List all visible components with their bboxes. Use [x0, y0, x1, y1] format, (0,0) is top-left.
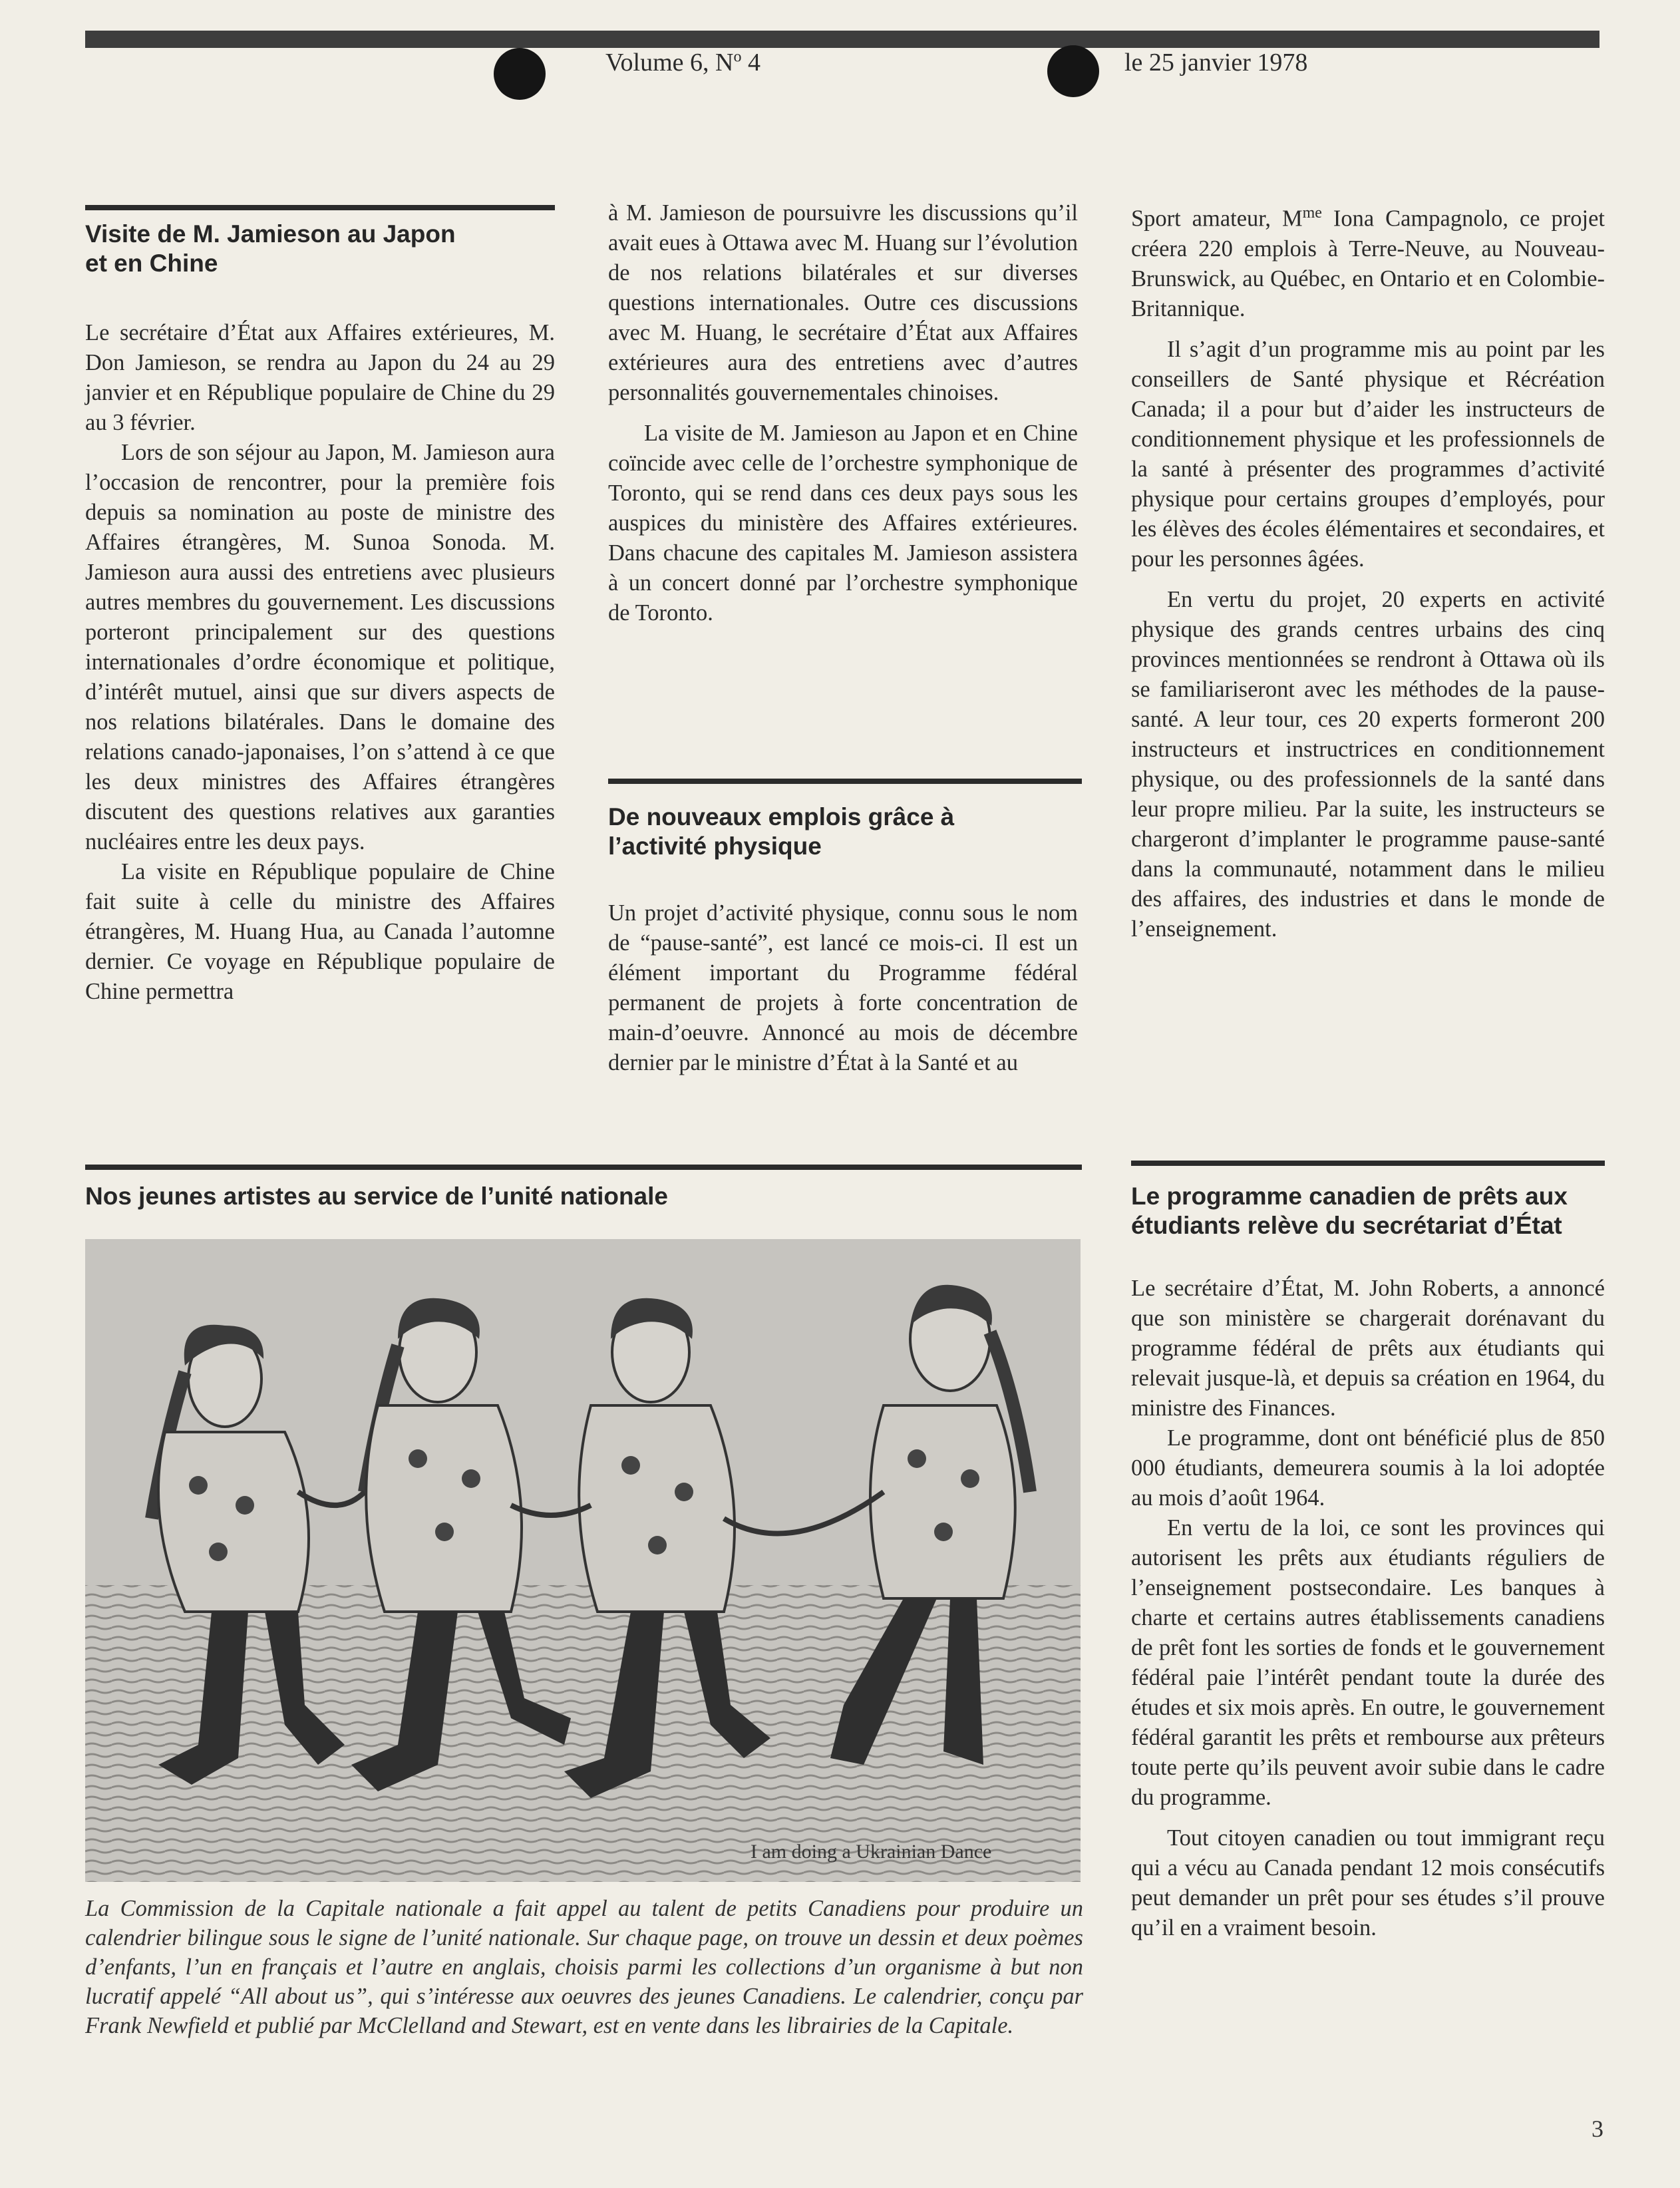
column-1-text: [85, 318, 555, 1007]
paragraph: Un projet d’activité physique, connu sous le nom de “pause-santé”, est lancé ce mois-ci. Il est un élément important du Programme fédéral permanent de projets à forte concentration de main-d’oeuvre. Annoncé au mois de décembre dernier par le ministre d’État à la Santé et au: [608, 900, 1078, 1075]
figure-caption: La Commission de la Capitale nationale a fait appel au talent de petits Canadiens pour produire un calendrier bilingue sous le signe de l’unité nationale. Sur chaque page, on trouve un dessin et deux poèmes d’enfants, l’un en français et l’autre en anglais, choisis parmi les collections d’un organisme à but non lucratif appelé “All about us”, qui s’intéresse aux oeuvres des jeunes Canadiens. Le calendrier, conçu par Frank Newfield et publié par McClelland and Stewart, est en vente dans les librairies de la Capitale.: [85, 1896, 1083, 2038]
column-2-text: [608, 198, 1078, 628]
article-rule: [608, 779, 1082, 784]
column-2-lower-text: [608, 898, 1078, 1078]
paragraph: La visite en République populaire de Chine fait suite à celle du ministre des Affaires étrangères, M. Huang Hua, au Canada l’automne dernier. Ce voyage en République populaire de Chine permettra: [85, 859, 555, 1004]
article-title-jamieson: Visite de M. Jamieson au Japon et en Chine: [85, 220, 456, 277]
paragraph: La visite de M. Jamieson au Japon et en Chine coïncide avec celle de l’orchestre symphonique de Toronto, qui se rend dans ces deux pays sous les auspices du ministère des Affaires extérieures. Dans chacune des capitales M. Jamieson assistera à un concert donné par l’orchestre symphonique de Toronto.: [608, 421, 1078, 626]
masthead-bar: [85, 31, 1599, 48]
article-rule: [1131, 1161, 1605, 1166]
article-title-artistes: Nos jeunes artistes au service de l’unité nationale: [85, 1183, 668, 1210]
paragraph: Le secrétaire d’État, M. John Roberts, a annoncé que son ministère se chargerait dorénavant du programme fédéral de prêts aux étudiants qui relevait jusque-là, et depuis sa création en 1964, du ministre des Finances.: [1131, 1276, 1605, 1421]
childrens-drawing: [85, 1239, 1081, 1882]
drawing-inscription: I am doing a Ukrainian Dance: [751, 1841, 992, 1863]
issue-date: le 25 janvier 1978: [1124, 49, 1308, 77]
paragraph: Tout citoyen canadien ou tout immigrant reçu qui a vécu au Canada pendant 12 mois consécutifs peut demander un prêt pour ses études s’il prouve qu’il en a vraiment besoin.: [1131, 1825, 1605, 1940]
paragraph: En vertu du projet, 20 experts en activité physique des grands centres urbains des cinq provinces mentionnées se rendront à Ottawa où ils se familiariseront avec les méthodes de la pause-santé. A leur tour, ces 20 experts formeront 200 instructeurs et instructrices en conditionnement physique, ou des professionnels de la santé dans leur propre milieu. Par la suite, les instructeurs se chargeront d’implanter le programme pause-santé dans la communauté, notamment dans le milieu des affaires, des industries et dans le monde de l’enseignement.: [1131, 586, 1605, 942]
column-3-text: [1131, 198, 1605, 944]
article-title-emplois: De nouveaux emplois grâce à l’activité physique: [608, 803, 955, 860]
paragraph: à M. Jamieson de poursuivre les discussions qu’il avait eues à Ottawa avec M. Huang sur l’évolution de nos relations bilatérales et sur diverses questions internationales. Outre ces discussions avec M. Huang, le secrétaire d’État aux Affaires extérieures aura des entretiens avec d’autres personnalités gouvernementales chinoises.: [608, 200, 1078, 405]
article-title-prets: Le programme canadien de prêts aux étudiants relève du secrétariat d’État: [1131, 1183, 1568, 1239]
paragraph: Il s’agit d’un programme mis au point par les conseillers de Santé physique et Récréation Canada; il a pour but d’aider les instructeurs de conditionnement physique et les professionnels de la santé à présenter des programmes d’activité physique pour certains groupes d’employés, pour les élèves des écoles élémentaires et secondaires, et pour les personnes âgées.: [1131, 336, 1605, 572]
article-rule: [85, 205, 555, 210]
binder-hole-right: [1047, 45, 1099, 97]
column-3-lower-text: [1131, 1274, 1605, 1943]
page-number: 3: [1592, 2115, 1603, 2142]
volume-number: Volume 6, $N^o$ 4: [605, 48, 760, 77]
paragraph: Le secrétaire d’État aux Affaires extérieures, M. Don Jamieson, se rendra au Japon du 24 au 29 janvier et en République populaire de Chine du 29 au 3 février.: [85, 320, 555, 435]
paragraph: Le programme, dont ont bénéficié plus de 850 000 étudiants, demeurera soumis à la loi adoptée au mois d’août 1964.: [1131, 1425, 1605, 1511]
paragraph: Lors de son séjour au Japon, M. Jamieson aura l’occasion de rencontrer, pour la première fois depuis sa nomination au poste de ministre des Affaires étrangères, M. Sunoa Sonoda. M. Jamieson aura aussi des entretiens avec plusieurs autres membres du gouvernement. Les discussions porteront principalement sur des questions internationales d’ordre économique et politique, d’intérêt mutuel, ainsi que sur divers aspects de nos relations bilatérales. Dans le domaine des relations canado-japonaises, l’on s’attend à ce que les deux ministres des Affaires étrangères discutent des questions relatives aux garanties nucléaires entre les deux pays.: [85, 440, 555, 854]
binder-hole-left: [494, 48, 546, 100]
paragraph: En vertu de la loi, ce sont les provinces qui autorisent les prêts aux étudiants réguliers de l’enseignement postsecondaire. Les banques à charte et certains autres établissements canadiens de prêt font les sorties de fonds et le gouvernement fédéral paie l’intérêt pendant toute la durée des études et six mois après. En outre, le gouvernement fédéral garantit les prêts et rembourse aux prêteurs toute perte qu’ils peuvent avoir subie dans le cadre du programme.: [1131, 1515, 1605, 1810]
paragraph: Sport amateur, $M^{me}$ Iona Campagnolo, ce projet créera 220 emplois à Terre-Neuve, au Nouveau-Brunswick, au Québec, en Ontario et en Colombie-Britannique.: [1131, 204, 1605, 321]
article-rule: [85, 1165, 1082, 1170]
